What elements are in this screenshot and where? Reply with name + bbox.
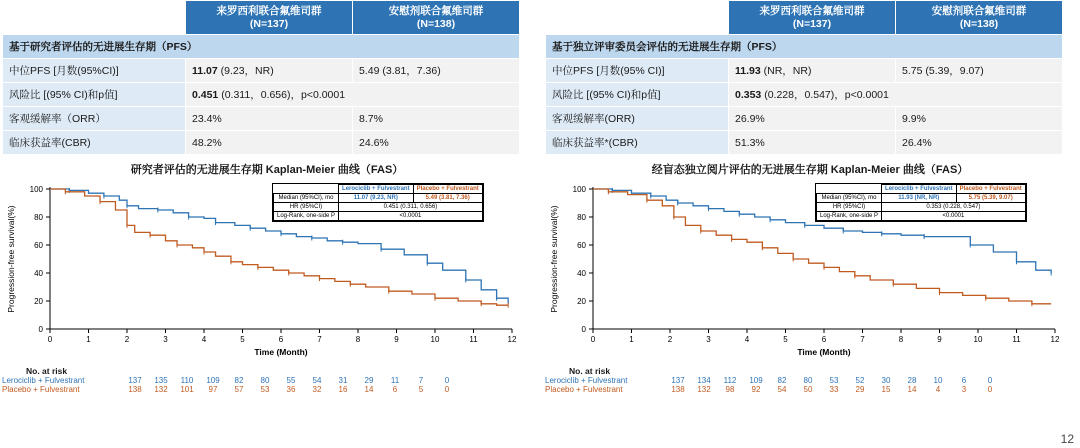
row-value-bold: 0.451: [192, 89, 219, 102]
row-value-arm1-rest: (NR，NR): [763, 65, 812, 78]
header-arm-2: [353, 1, 520, 35]
km-plot-area: [2, 179, 522, 394]
row-value-arm1: 23.4%: [186, 107, 353, 131]
row-value-arm2: 5.75 (5.39，9.07): [896, 59, 1063, 83]
chart-title: 经盲态独立阅片评估的无进展生存期 Kaplan-Meier 曲线（FAS）: [651, 164, 969, 177]
header-arm-1: [186, 1, 353, 35]
svg-text:8: 8: [898, 335, 904, 345]
row-value-arm1-rest: (9.23，NR): [220, 65, 274, 78]
svg-text:5: 5: [240, 335, 245, 345]
arm-1-name: 来罗西利联合氟维司群: [759, 5, 865, 17]
row-label: 临床获益率*(CBR): [546, 131, 729, 155]
svg-text:100: 100: [29, 185, 43, 195]
km-plot-area: [545, 179, 1065, 394]
row-value-arm2: 8.7%: [353, 107, 520, 131]
svg-text:80: 80: [34, 213, 43, 223]
row-label: 风险比 [(95% CI)和p值]: [3, 83, 186, 107]
table-row: [3, 107, 520, 131]
band-label: 基于研究者评估的无进展生存期（PFS）: [3, 35, 520, 59]
svg-text:10: 10: [973, 335, 983, 345]
svg-text:8: 8: [355, 335, 361, 345]
svg-text:12: 12: [1050, 335, 1060, 345]
svg-text:Time (Month): Time (Month): [254, 347, 308, 358]
svg-text:7: 7: [317, 335, 322, 345]
table-header-row: [3, 1, 520, 35]
row-value-arm1-bold: 11.07: [192, 65, 218, 78]
svg-text:Progression-free survival(%): Progression-free survival(%): [549, 205, 559, 313]
row-value-arm1: [729, 59, 896, 83]
risk-row-lerociclib: Lerociclib + Fulvestrant 137 134 112 109 82 80 53 52 30 28 10 6 0: [545, 376, 993, 386]
svg-text:3: 3: [706, 335, 711, 345]
chart-legend-table: Lerociclib + Fulvestrant Placebo + Fulvestrant Median (95%CI), mo 11.93 (NR, NR) 5.75 (5.39, 9.07) HR (95%CI) 0.353 (0.228, 0.547) Log-Rank, one-side P <0.0001: [815, 183, 1027, 222]
svg-text:0: 0: [38, 325, 43, 335]
svg-text:100: 100: [572, 185, 586, 195]
svg-text:3: 3: [163, 335, 168, 345]
row-value-arm1-bold: 11.93: [735, 65, 761, 78]
row-value-rest: (0.228，0.547)，p<0.0001: [764, 89, 889, 102]
svg-text:6: 6: [821, 335, 827, 345]
arm-2-n: (N=138): [416, 17, 456, 30]
svg-text:11: 11: [469, 335, 478, 345]
svg-text:10: 10: [430, 335, 440, 345]
svg-text:20: 20: [577, 297, 586, 307]
arm-1-n: (N=137): [249, 17, 289, 30]
risk-row-placebo: Placebo + Fulvestrant 138 132 101 97 57 53 36 32 16 14 6 5 0: [2, 385, 450, 395]
row-label: 中位PFS [月数(95%CI)]: [3, 59, 186, 83]
arm-1-n: (N=137): [792, 17, 832, 30]
row-value-arm1: 26.9%: [729, 107, 896, 131]
risk-row-placebo: Placebo + Fulvestrant 138 132 98 92 54 50 33 29 15 14 4 3 0: [545, 385, 993, 395]
row-label: 中位PFS [月数(95% CI)]: [546, 59, 729, 83]
header-arm-1: [729, 1, 896, 35]
row-label: 临床获益率(CBR): [3, 131, 186, 155]
risk-title: No. at risk: [26, 366, 68, 377]
header-arm-2: [896, 1, 1063, 35]
svg-text:9: 9: [937, 335, 942, 345]
table-row: [546, 131, 1063, 155]
svg-text:12: 12: [507, 335, 517, 345]
row-value-arm2: 5.49 (3.81，7.36): [353, 59, 520, 83]
svg-text:Time (Month): Time (Month): [797, 347, 851, 358]
svg-text:4: 4: [201, 335, 207, 345]
svg-text:11: 11: [1012, 335, 1021, 345]
svg-text:60: 60: [34, 241, 43, 251]
svg-text:0: 0: [590, 335, 596, 345]
table-row: [3, 59, 520, 83]
table-row: [3, 131, 520, 155]
row-value-arm1: 48.2%: [186, 131, 353, 155]
panel-investigator-assessed: [2, 0, 532, 448]
header-blank: [546, 1, 729, 35]
svg-text:7: 7: [860, 335, 865, 345]
risk-title: No. at risk: [569, 366, 611, 377]
arm-1-name: 来罗西利联合氟维司群: [216, 5, 322, 17]
row-value-arm1: [186, 59, 353, 83]
svg-text:60: 60: [577, 241, 586, 251]
row-label: 客观缓解率（ORR）: [3, 107, 186, 131]
panel-birc-assessed: [545, 0, 1075, 448]
row-value-rest: (0.311，0.656)，p<0.0001: [221, 89, 346, 102]
band-label: 基于独立评审委员会评估的无进展生存期（PFS）: [546, 35, 1063, 59]
row-value-arm2: 9.9%: [896, 107, 1063, 131]
table-row: [546, 107, 1063, 131]
row-value-arm2: 24.6%: [353, 131, 520, 155]
chart-legend-table: Lerociclib + Fulvestrant Placebo + Fulvestrant Median (95%CI), mo 11.07 (9.23, NR) 5.49 (3.81, 7.36) HR (95%CI) 0.451 (0.311, 0.656) Log-Rank, one-side P <0.0001: [272, 183, 484, 222]
svg-text:1: 1: [86, 335, 91, 345]
row-value-span: [186, 83, 520, 107]
svg-text:20: 20: [34, 297, 43, 307]
header-blank: [3, 1, 186, 35]
svg-text:4: 4: [744, 335, 750, 345]
svg-text:Progression-free survival(%): Progression-free survival(%): [6, 205, 16, 313]
risk-table: [2, 366, 522, 394]
arm-2-name: 安慰剂联合氟维司群: [388, 5, 484, 17]
summary-table: [2, 0, 520, 155]
svg-text:40: 40: [34, 269, 43, 279]
page-number: 12: [1060, 432, 1074, 446]
row-value-arm1: 51.3%: [729, 131, 896, 155]
table-header-row: [546, 1, 1063, 35]
svg-text:2: 2: [667, 335, 673, 345]
svg-text:40: 40: [577, 269, 586, 279]
arm-2-name: 安慰剂联合氟维司群: [931, 5, 1027, 17]
svg-text:80: 80: [577, 213, 586, 223]
row-label: 风险比 [(95% CI)和p值]: [546, 83, 729, 107]
svg-text:0: 0: [581, 325, 586, 335]
table-row: [546, 83, 1063, 107]
table-row: [546, 59, 1063, 83]
svg-text:0: 0: [47, 335, 53, 345]
risk-table: [545, 366, 1065, 394]
risk-row-lerociclib: Lerociclib + Fulvestrant 137 135 110 109 82 80 55 54 31 29 11 7 0: [2, 376, 450, 386]
table-band-row: [546, 35, 1063, 59]
svg-text:9: 9: [394, 335, 399, 345]
svg-text:2: 2: [124, 335, 130, 345]
summary-table: [545, 0, 1063, 155]
table-band-row: [3, 35, 520, 59]
arm-2-n: (N=138): [959, 17, 999, 30]
chart-title: 研究者评估的无进展生存期 Kaplan-Meier 曲线（FAS）: [130, 164, 404, 177]
svg-text:1: 1: [629, 335, 634, 345]
row-value-span: [729, 83, 1063, 107]
svg-text:5: 5: [783, 335, 788, 345]
row-value-bold: 0.353: [735, 89, 762, 102]
svg-text:6: 6: [278, 335, 284, 345]
row-label: 客观缓解率(ORR): [546, 107, 729, 131]
table-row: [3, 83, 520, 107]
row-value-arm2: 26.4%: [896, 131, 1063, 155]
